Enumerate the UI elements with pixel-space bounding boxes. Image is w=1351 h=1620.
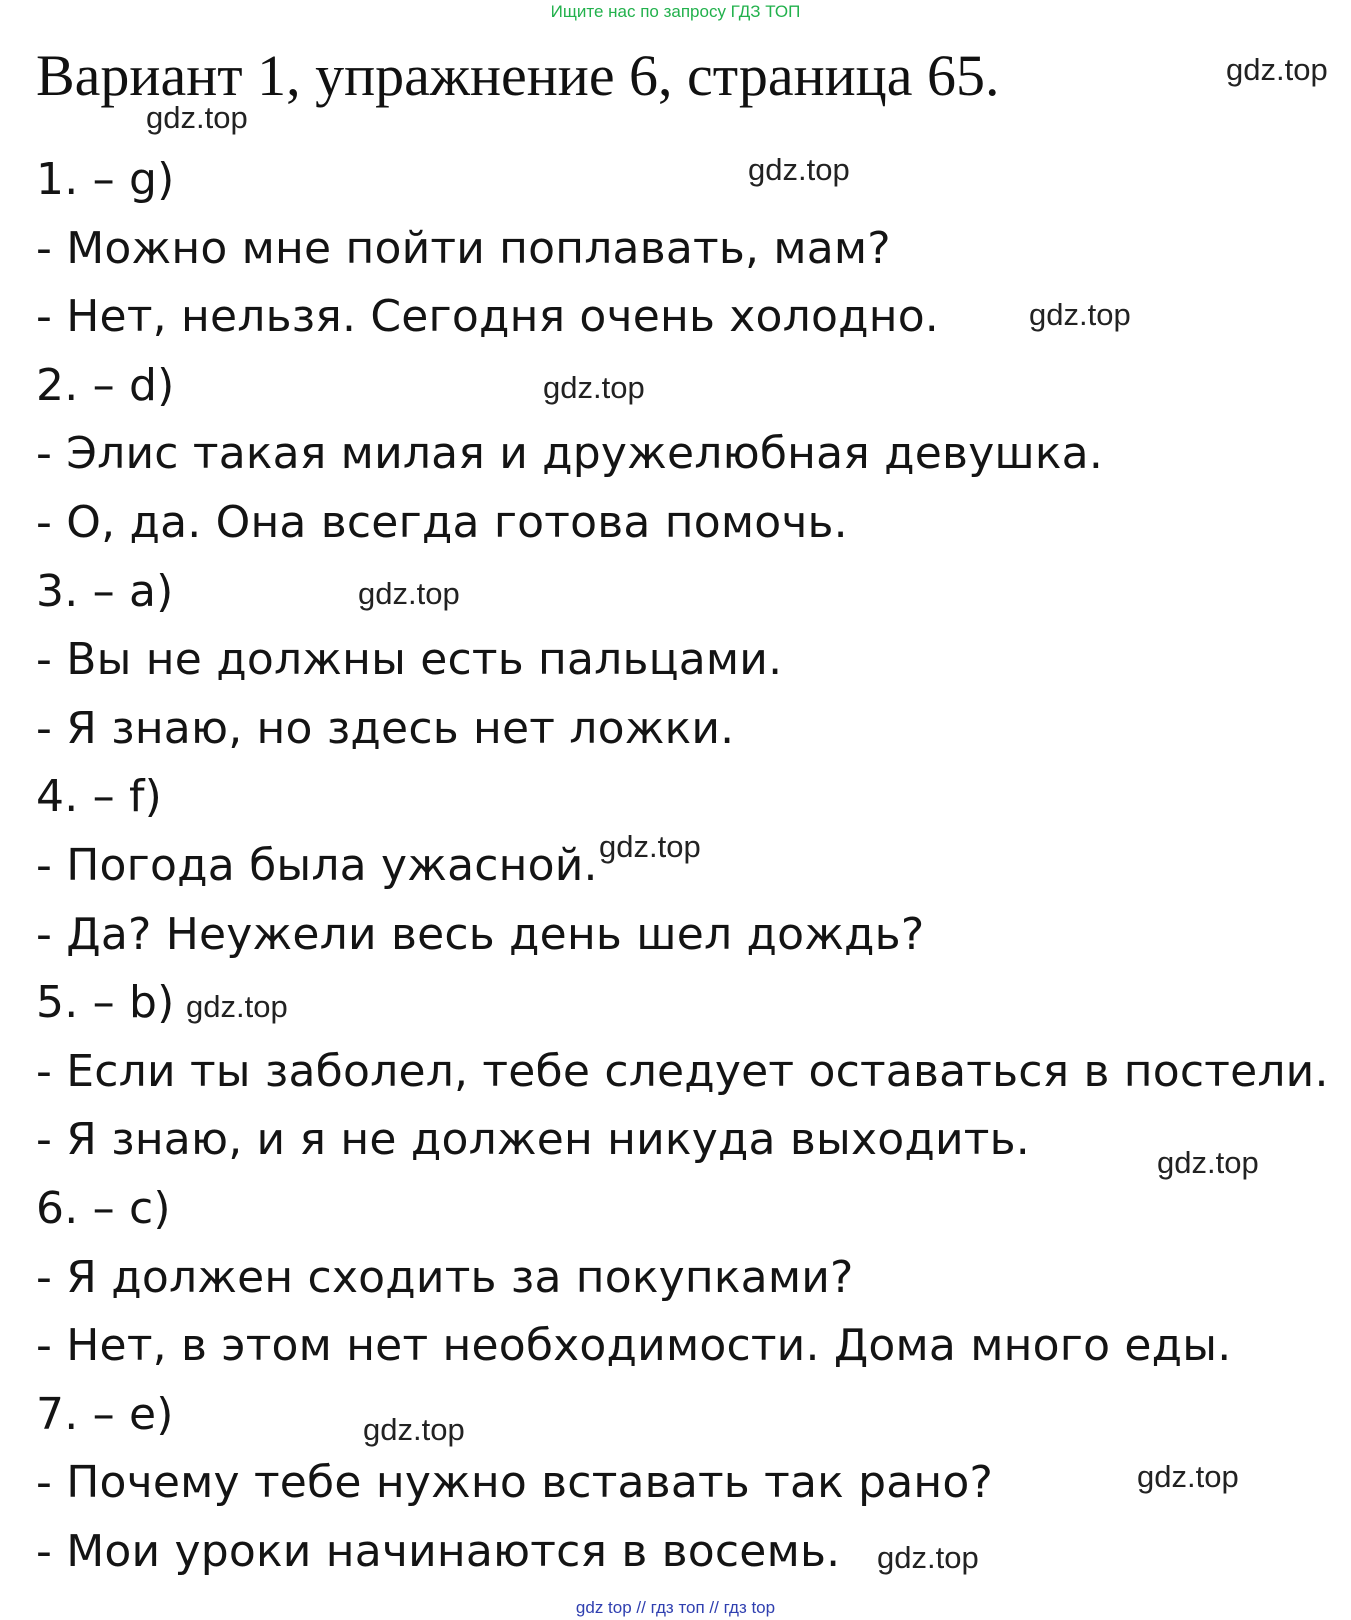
- watermark: gdz.top: [543, 370, 645, 405]
- dialogue-line: - Если ты заболел, тебе следует оставаться в постели.: [36, 1045, 1329, 1097]
- dialogue-line: - Почему тебе нужно вставать так рано?: [36, 1457, 994, 1509]
- dialogue-line: - О, да. Она всегда готова помочь.: [36, 496, 848, 548]
- dialogue-line: - Да? Неужели весь день шел дождь?: [36, 908, 925, 960]
- watermark: gdz.top: [1157, 1145, 1259, 1180]
- page-title: Вариант 1, упражнение 6, страница 65.: [36, 43, 1000, 108]
- dialogue-line: - Нет, в этом нет необходимости. Дома много еды.: [36, 1320, 1232, 1372]
- dialogue-line: - Я знаю, но здесь нет ложки.: [36, 702, 735, 754]
- watermark: gdz.top: [363, 1412, 465, 1447]
- watermark: gdz.top: [186, 989, 288, 1024]
- watermark: gdz.top: [1137, 1459, 1239, 1494]
- dialogue-line: - Нет, нельзя. Сегодня очень холодно.: [36, 291, 939, 343]
- watermark: gdz.top: [1029, 297, 1131, 332]
- watermark: gdz.top: [748, 152, 850, 187]
- watermark: gdz.top: [1226, 52, 1328, 87]
- dialogue-line: - Я знаю, и я не должен никуда выходить.: [36, 1114, 1030, 1166]
- answer-number-5: 5. – b): [36, 977, 175, 1029]
- watermark: gdz.top: [599, 829, 701, 864]
- dialogue-line: - Можно мне пойти поплавать, мам?: [36, 222, 891, 274]
- answer-number-7: 7. – e): [36, 1388, 174, 1440]
- dialogue-line: - Элис такая милая и дружелюбная девушка.: [36, 428, 1104, 480]
- answer-number-6: 6. – c): [36, 1182, 171, 1234]
- search-hint-banner: Ищите нас по запросу ГДЗ ТОП: [550, 2, 801, 21]
- answer-number-3: 3. – a): [36, 565, 174, 617]
- answer-number-1: 1. – g): [36, 154, 175, 205]
- footer-watermark: gdz top // гдз топ // гдз top: [575, 1598, 776, 1617]
- dialogue-line: - Погода была ужасной.: [36, 839, 598, 891]
- dialogue-line: - Вы не должны есть пальцами.: [36, 634, 783, 686]
- watermark: gdz.top: [877, 1540, 979, 1575]
- watermark: gdz.top: [146, 100, 248, 135]
- watermark: gdz.top: [358, 576, 460, 611]
- answer-number-2: 2. – d): [36, 359, 175, 411]
- answer-number-4: 4. – f): [36, 771, 163, 823]
- answer-list: [36, 146, 1329, 1586]
- dialogue-line: - Мои уроки начинаются в восемь.: [36, 1525, 841, 1577]
- dialogue-line: - Я должен сходить за покупками?: [36, 1251, 854, 1303]
